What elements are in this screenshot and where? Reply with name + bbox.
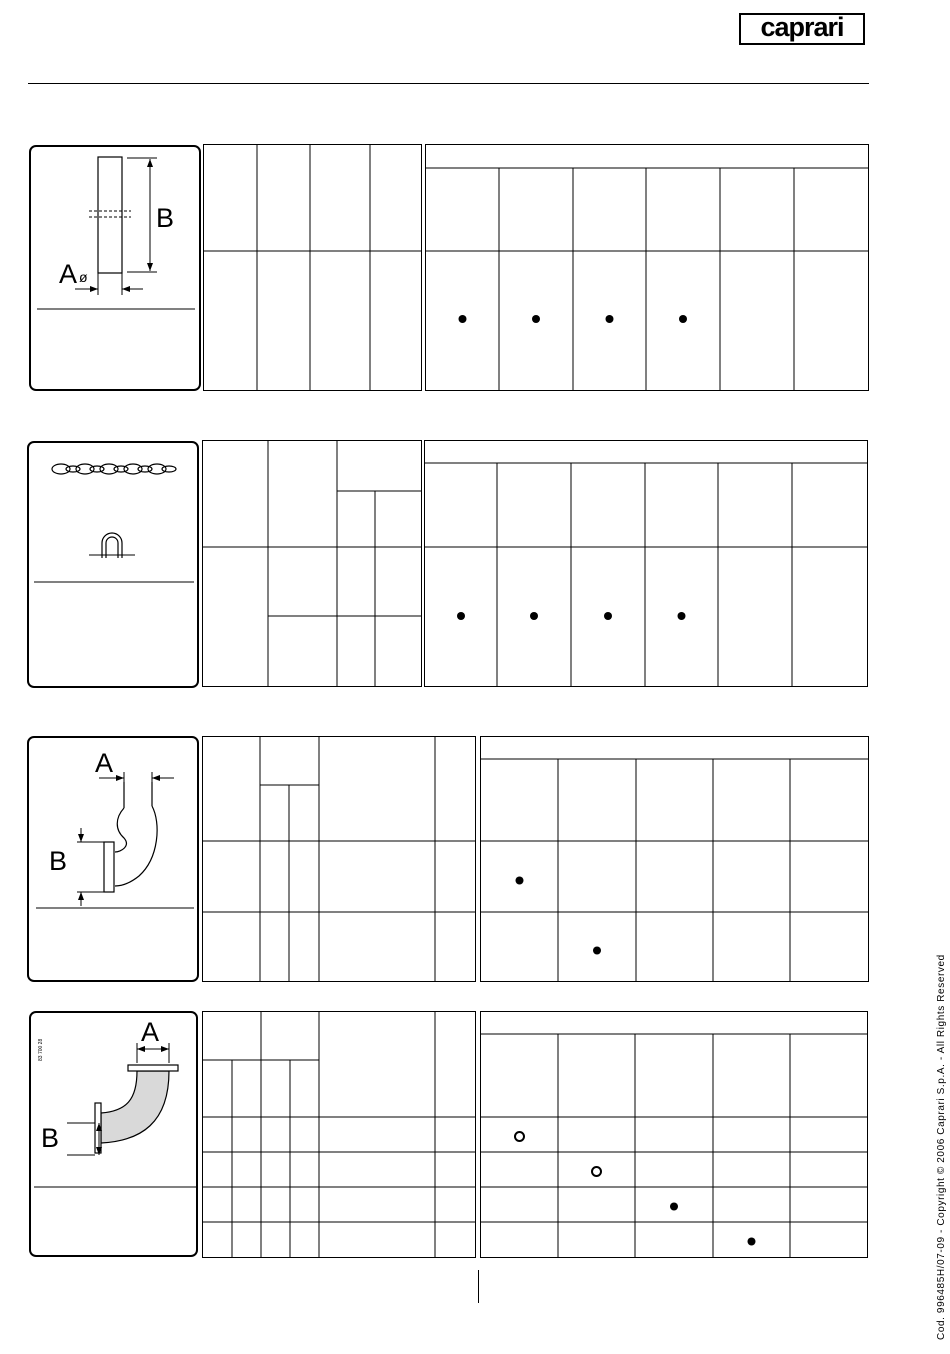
chain-drawing xyxy=(29,443,201,690)
page-center-mark xyxy=(478,1270,479,1303)
copyright-notice: Cod. 996485H/07-09 - Copyright © 2006 Caprari S.p.A. - All Rights Reserved xyxy=(936,954,947,1340)
spec-table-4 xyxy=(202,1011,476,1258)
brand-logo xyxy=(739,13,865,45)
compatibility-table-4 xyxy=(480,1011,868,1258)
section-2-mark-col-3-dot xyxy=(604,612,612,620)
section-2-mark-col-1-dot xyxy=(457,612,465,620)
dimension-b-label: B xyxy=(156,203,175,233)
dimension-a-label: A xyxy=(95,748,114,778)
section-1-mark-col-1-dot xyxy=(459,315,467,323)
compatibility-marks-3 xyxy=(481,737,868,981)
section-3-row-2-mark-col-2-dot xyxy=(593,947,601,955)
section-4-row-4-mark-col-4-dot xyxy=(748,1238,756,1246)
figure-bend-pipe xyxy=(27,736,199,982)
pipe-drawing xyxy=(31,147,203,393)
section-4-row-3-mark-col-3-dot xyxy=(670,1203,678,1211)
section-2-mark-col-2-dot xyxy=(530,612,538,620)
figure-pipe xyxy=(29,145,201,391)
section-3-row-1-mark-col-1-dot xyxy=(516,877,524,885)
logo-text: caprari xyxy=(760,12,844,42)
dimension-b-label: B xyxy=(49,846,68,876)
section-1-mark-col-3-dot xyxy=(606,315,614,323)
section-2-mark-col-4-dot xyxy=(678,612,686,620)
compatibility-marks-1 xyxy=(426,145,868,390)
compatibility-table-3 xyxy=(480,736,869,982)
header-rule xyxy=(28,83,869,84)
dimension-a-label: A xyxy=(59,259,78,289)
spec-table-2 xyxy=(202,440,422,687)
spec-table-3 xyxy=(202,736,476,982)
section-4-row-2-mark-col-2-open-circle xyxy=(592,1167,601,1176)
dimension-b-label: B xyxy=(41,1123,60,1153)
compatibility-table-1 xyxy=(425,144,869,391)
spec-table-1 xyxy=(203,144,422,391)
compatibility-marks-2 xyxy=(425,441,867,686)
compatibility-marks-4 xyxy=(481,1012,867,1257)
section-4-row-1-mark-col-1-open-circle xyxy=(515,1132,524,1141)
compatibility-table-2 xyxy=(424,440,868,687)
figure-chain xyxy=(27,441,199,688)
diameter-symbol: ø xyxy=(79,269,88,285)
drawing-code: 83 700 28 xyxy=(38,1038,44,1061)
section-1-mark-col-2-dot xyxy=(532,315,540,323)
section-1-mark-col-4-dot xyxy=(679,315,687,323)
dimension-a-label: A xyxy=(141,1017,160,1047)
figure-elbow-flange xyxy=(29,1011,198,1257)
